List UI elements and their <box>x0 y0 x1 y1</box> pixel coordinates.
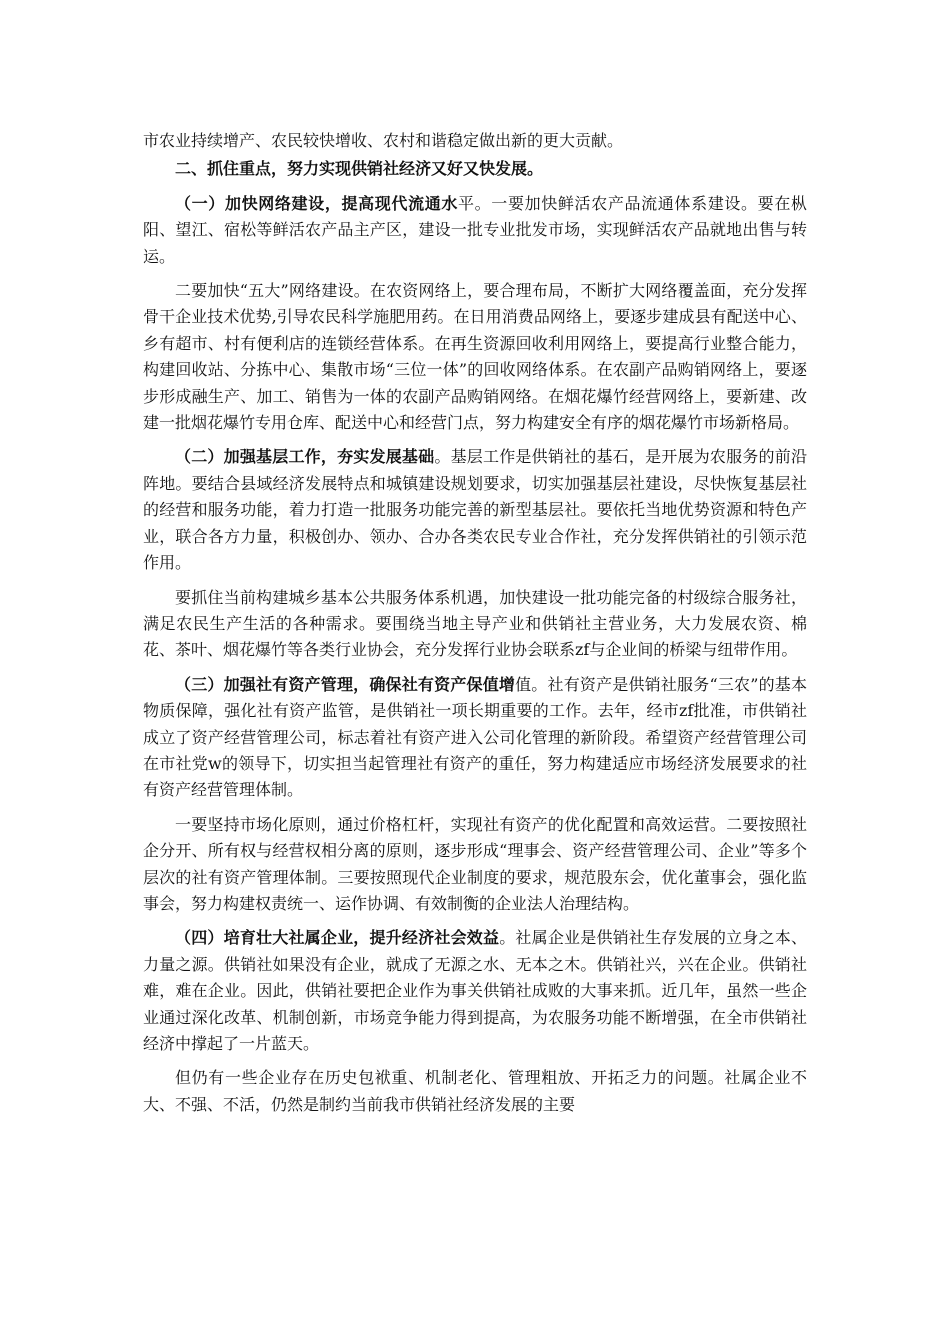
paragraph-continuation <box>143 128 807 154</box>
paragraph-grassroots-work <box>143 444 807 576</box>
paragraph-text: 一要坚持市场化原则，通过价格杠杆，实现社有资产的优化配置和高效运营。二要按照社企分开、所有权与经营权相分离的原则，逐步形成“理事会、资产经营管理公司、企业”等多个层次的社有资产管理体制。三要按照现代企业制度的要求，规范股东会，优化董事会，强化监事会，努力构建权责统一、运作协调、有效制衡的企业法人治理结构。 <box>143 814 807 913</box>
section-heading <box>143 156 807 182</box>
paragraph-text: 但仍有一些企业存在历史包袱重、机制老化、管理粗放、开拓乏力的问题。社属企业不大、不强、不活，仍然是制约当前我市供销社经济发展的主要 <box>143 1068 807 1114</box>
paragraph-text: 二要加快“五大”网络建设。在农资网络上，要合理布局，不断扩大网络覆盖面，充分发挥骨干企业技术优势,引导农民科学施肥用药。在日用消费品网络上，要逐步建成县有配送中心、乡有超市、村有便利店的连锁经营体系。在再生资源回收利用网络上，要提高行业整合能力，构建回收站、分拣中心、集散市场“三位一体”的回收网络体系。在农副产品购销网络上，要逐步形成融生产、加工、销售为一体的农副产品购销网络。在烟花爆竹经营网络上，要新建、改建一批烟花爆竹专用仓库、配送中心和经营门点，努力构建安全有序的烟花爆竹市场新格局。 <box>143 281 807 433</box>
paragraph-text: 平。一要加快鲜活农产品流通体系建设。要在枞阳、望江、宿松等鲜活农产品主产区，建设一批专业批发市场，实现鲜活农产品就地出售与转运。 <box>143 193 807 266</box>
paragraph-text: 值。社有资产是供销社服务“三农”的基本物质保障，强化社有资产监管，是供销社一项长期重要的工作。去年，经市zf批准，市供销社成立了资产经营管理公司，标志着社有资产进入公司化管理的新阶段。希望资产经营管理公司在市社党w的领导下，切实担当起管理社有资产的重任，努力构建适应市场经济发展要求的社有资产经营管理体制。 <box>143 674 807 800</box>
paragraph-asset-management <box>143 672 807 804</box>
subsection-lead: （三）加强社有资产管理，确保社有资产保值增 <box>175 674 516 694</box>
subsection-lead: （一）加快网络建设，提高现代流通水 <box>175 193 459 213</box>
paragraph-enterprises <box>143 925 807 1057</box>
paragraph-five-networks <box>143 278 807 436</box>
paragraph-text: 。基层工作是供销社的基石，是开展为农服务的前沿阵地。要结合县域经济发展特点和城镇建设规划要求，切实加强基层社建设，尽快恢复基层社的经营和服务功能，着力打造一批服务功能完善的新型基层社。要依托当地优势资源和特色产业，联合各方力量，积极创办、领办、合办各类农民专业合作社，充分发挥供销社的引领示范作用。 <box>143 447 807 573</box>
paragraph-text: 要抓住当前构建城乡基本公共服务体系机遇，加快建设一批功能完备的村级综合服务社，满足农民生产生活的各种需求。要围绕当地主导产业和供销社主营业务，大力发展农资、棉花、茶叶、烟花爆竹等各类行业协会，充分发挥行业协会联系zf与企业间的桥梁与纽带作用。 <box>143 587 807 660</box>
section-heading-text: 二、抓住重点，努力实现供销社经济又好又快发展。 <box>175 159 544 179</box>
paragraph-market-principles <box>143 812 807 918</box>
paragraph-public-services <box>143 585 807 664</box>
paragraph-network-construction <box>143 191 807 270</box>
paragraph-enterprise-problems <box>143 1065 807 1118</box>
subsection-lead: （四）培育壮大社属企业，提升经济社会效益 <box>175 928 500 948</box>
paragraph-text: 市农业持续增产、农民较快增收、农村和谐稳定做出新的更大贡献。 <box>143 131 624 150</box>
paragraph-text: 。社属企业是供销社生存发展的立身之本、力量之源。供销社如果没有企业，就成了无源之水、无本之木。供销社兴，兴在企业。供销社难，难在企业。因此，供销社要把企业作为事关供销社成败的大事来抓。近几年，虽然一些企业通过深化改革、机制创新，市场竞争能力得到提高，为农服务功能不断增强，在全市供销社经济中撑起了一片蓝天。 <box>143 928 807 1053</box>
document-body <box>143 128 807 1118</box>
subsection-lead: （二）加强基层工作，夯实发展基础 <box>175 447 435 467</box>
